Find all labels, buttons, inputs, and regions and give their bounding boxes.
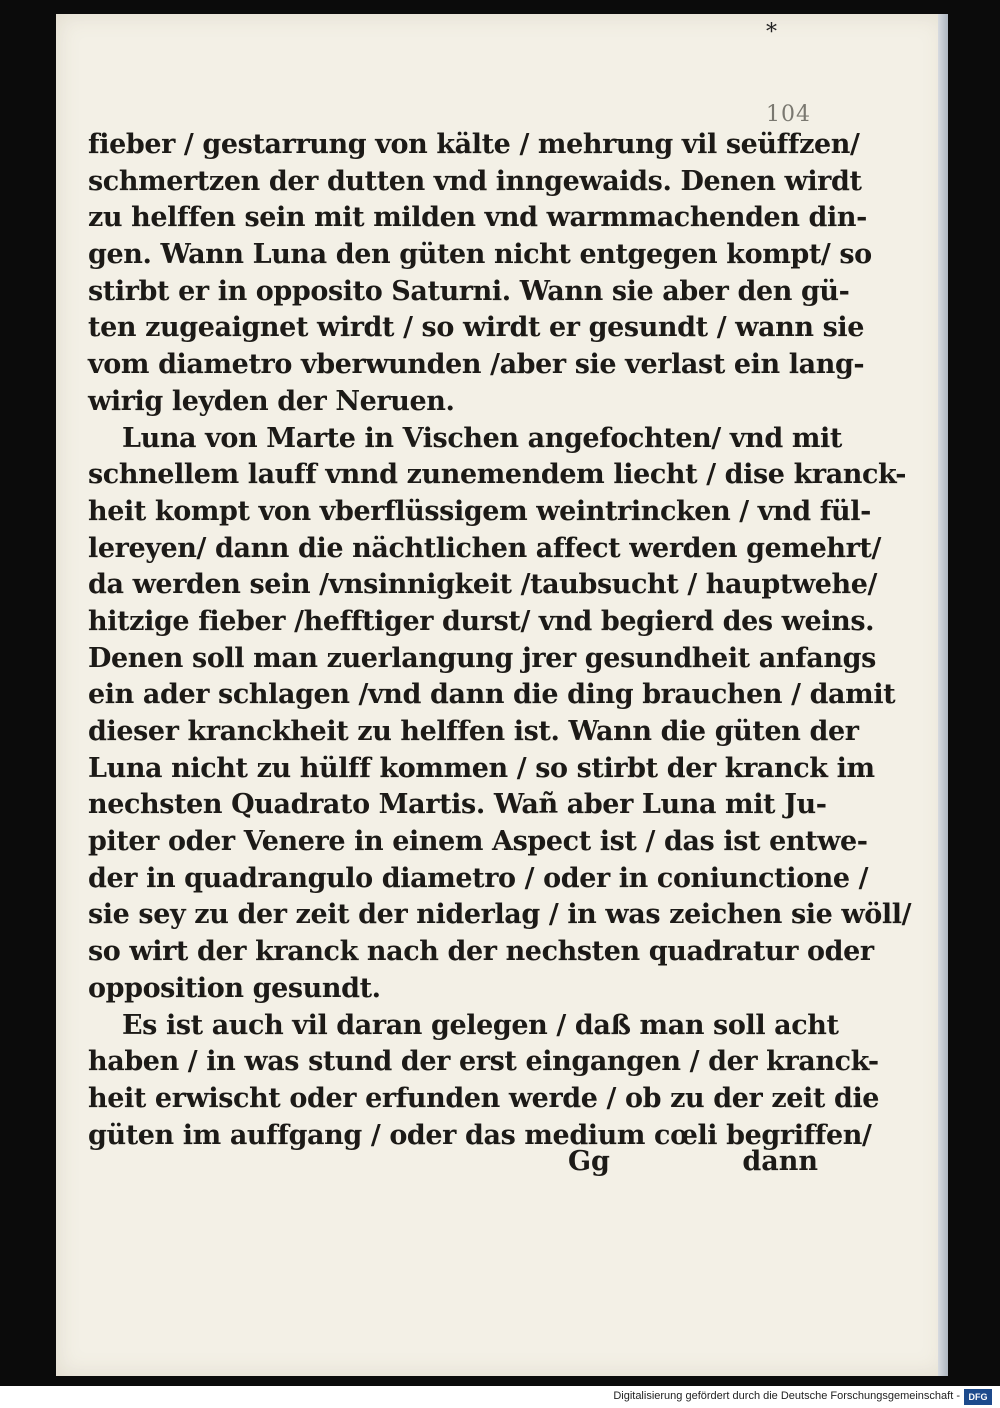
text-line: wirig leyden der Neruen. xyxy=(88,385,455,417)
text-line: haben / in was stund der erst eingangen / der kranck- xyxy=(88,1046,879,1078)
text-line: zu helffen sein mit milden vnd warmmachenden din- xyxy=(88,202,867,234)
text-line: gen. Wann Luna den güten nicht entgegen kompt/ so xyxy=(88,239,872,271)
paragraph-start: Es ist auch vil daran gelegen / daß man soll acht xyxy=(122,1009,839,1041)
text-line: dieser kranckheit zu helffen ist. Wann die güten der xyxy=(88,716,859,747)
text-line: nechsten Quadrato Martis. Wañ aber Luna mit Ju- xyxy=(88,789,827,821)
catchword: dann xyxy=(742,1146,818,1177)
paragraph-start: Luna von Marte in Vischen angefochten/ vnd mit xyxy=(122,422,842,454)
text-line: vom diametro vberwunden /aber sie verlast ein lang- xyxy=(88,349,865,381)
text-line: ten zugeaignet wirdt / so wirdt er gesundt / wann sie xyxy=(88,312,864,344)
page-mark: * xyxy=(766,20,777,45)
text-line: opposition gesundt. xyxy=(88,972,381,1004)
text-line: schmertzen der dutten vnd inngewaids. Denen wirdt xyxy=(88,165,862,197)
text-line: so wirt der kranck nach der nechsten quadratur oder xyxy=(88,936,874,968)
text-line: piter oder Venere in einem Aspect ist / das ist entwe- xyxy=(88,826,868,858)
text-line: lereyen/ dann die nächtlichen affect werden gemehrt/ xyxy=(88,532,881,564)
body-text xyxy=(88,127,912,1154)
text-line: heit erwischt oder erfunden werde / ob zu der zeit die xyxy=(88,1082,880,1114)
text-line: der in quadrangulo diametro / oder in coniunctione / xyxy=(88,862,869,894)
text-line: Luna nicht zu hülff kommen / so stirbt der kranck im xyxy=(88,752,875,784)
signature-mark: Gg xyxy=(568,1146,610,1177)
text-line: ein ader schlagen /vnd dann die ding brauchen / damit xyxy=(88,679,896,711)
text-line: da werden sein /vnsinnigkeit /taubsucht / hauptwehe/ xyxy=(88,569,877,601)
page-edge xyxy=(938,14,948,1376)
text-line: schnellem lauff vnnd zunemendem liecht / dise kranck- xyxy=(88,459,907,491)
funding-credit: Digitalisierung gefördert durch die Deutsche Forschungsgemeinschaft - xyxy=(613,1390,960,1402)
text-line: hitzige fieber /hefftiger durst/ vnd begierd des weins. xyxy=(88,605,875,637)
dfg-logo: DFG xyxy=(964,1389,992,1405)
text-line: Denen soll man zuerlangung jrer gesundheit anfangs xyxy=(88,642,876,674)
credit-bar xyxy=(0,1387,1000,1408)
text-line: heit kompt von vberflüssigem weintrincken / vnd fül- xyxy=(88,495,871,527)
text-line: sie sey zu der zeit der niderlag / in was zeichen sie wöll/ xyxy=(88,899,912,931)
text-line: fieber / gestarrung von kälte / mehrung vil seüffzen/ xyxy=(88,129,860,160)
text-line: stirbt er in opposito Saturni. Wann sie aber den gü- xyxy=(88,275,850,307)
page-footer xyxy=(88,1146,818,1186)
text-line: güten im auffgang / oder das medium cœli begriffen/ xyxy=(88,1119,872,1151)
page-number: 104 xyxy=(766,102,811,127)
